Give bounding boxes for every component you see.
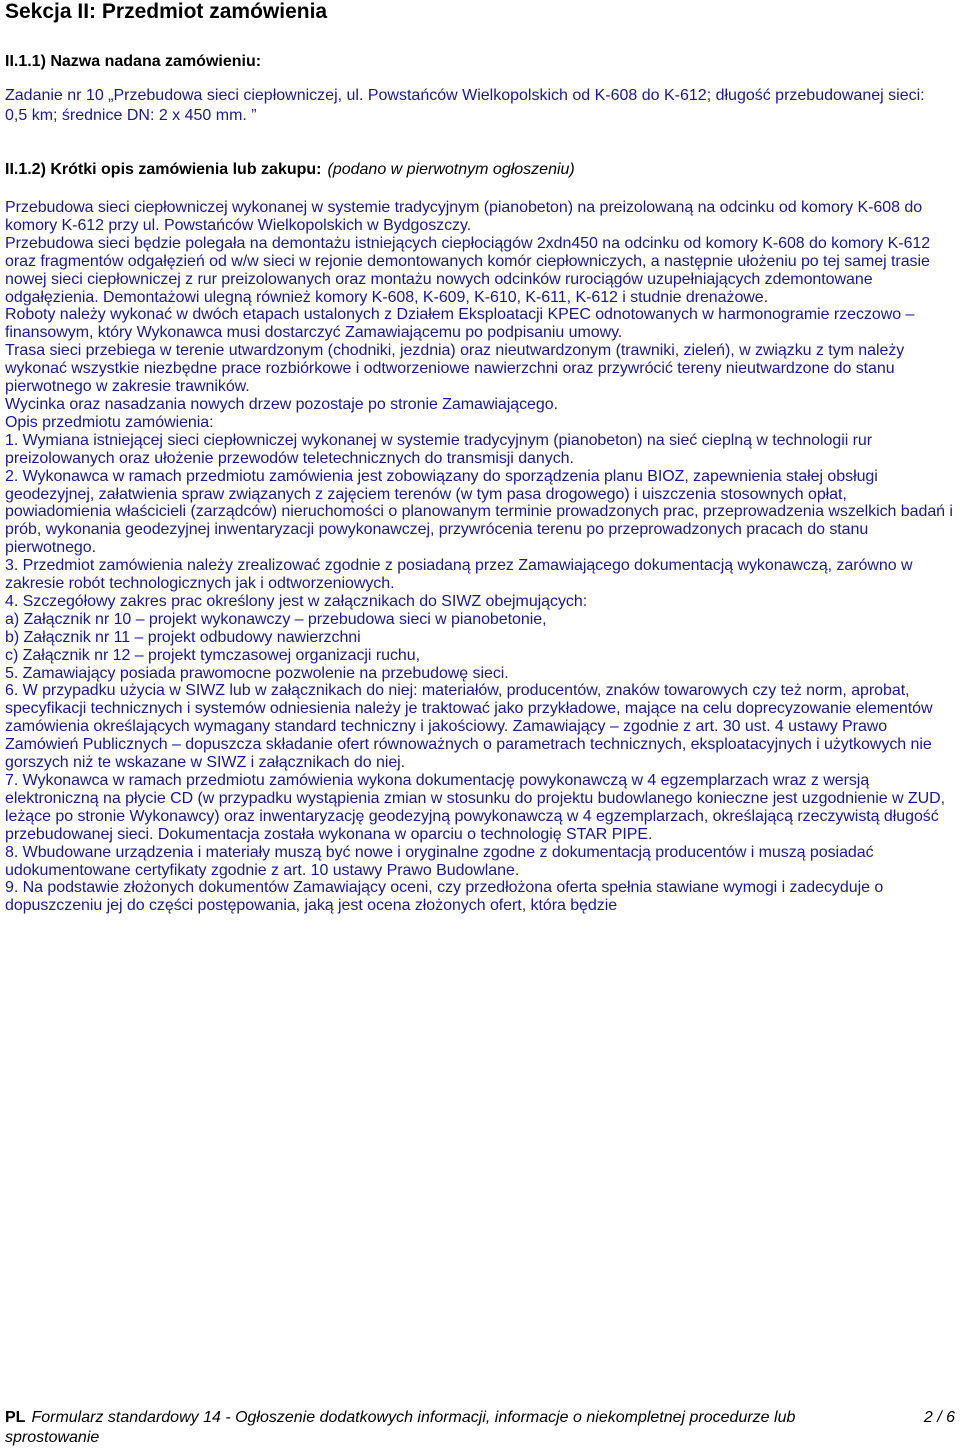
list-item: 5. Zamawiający posiada prawomocne pozwolenie na przebudowę sieci.: [5, 664, 509, 682]
list-item: b) Załącznik nr 11 – projekt odbudowy nawierzchni: [5, 628, 361, 646]
item-1-2-note: (podano w pierwotnym ogłoszeniu): [327, 161, 575, 178]
paragraph: Trasa sieci przebiega w terenie utwardzonym (chodniki, jezdnia) oraz nieutwardzonym (trawniki, zieleń), w związku z tym należy wykonać wszystkie niezbędne prace rozbiórkowe i odtworzeniowe nawierzchni oraz przywrócić tereny nieutwardzone do stanu pierwotnego w zakresie trawników.: [5, 342, 905, 396]
page-footer: [5, 1408, 955, 1448]
list-item: 3. Przedmiot zamówienia należy zrealizować zgodnie z posiadaną przez Zamawiającego dokumentacją wykonawczą, zarówno w zakresie robót technologicznych jak i odtworzeniowych.: [5, 557, 913, 593]
item-1-2-label: II.1.2) Krótki opis zamówienia lub zakupu:: [5, 161, 322, 178]
list-item: 9. Na podstawie złożonych dokumentów Zamawiający oceni, czy przedłożona oferta spełnia stawiane wymogi i zadecyduje o dopuszczeniu jej do części postępowania, jaką jest ocena złożonych ofert, która będzie: [5, 879, 884, 915]
item-1-1-label: II.1.1) Nazwa nadana zamówieniu:: [5, 53, 262, 70]
item-1-1-text: Zadanie nr 10 „Przebudowa sieci ciepłowniczej, ul. Powstańców Wielkopolskich od K-608 do K-612; długość przebudowanej sieci: 0,5 km; średnice DN: 2 x 450 mm. ”: [5, 87, 925, 124]
footer-language: PL: [5, 1409, 26, 1426]
list-item: 4. Szczegółowy zakres prac określony jest w załącznikach do SIWZ obejmujących:: [5, 592, 588, 610]
footer-form-name: Formularz standardowy 14 - Ogłoszenie dodatkowych informacji, informacje o niekompletnej procedurze lub sprostowanie: [5, 1409, 796, 1446]
paragraph: Wycinka oraz nasadzania nowych drzew pozostaje po stronie Zamawiającego.: [5, 395, 558, 413]
footer-page-number: 2 / 6: [923, 1409, 955, 1426]
paragraph: Przebudowa sieci ciepłowniczej wykonanej w systemie tradycyjnym (pianobeton) na preizolowaną na odcinku od komory K-608 do komory K-612 przy ul. Powstańców Wielkopolskich w Bydgoszczy.: [5, 199, 923, 234]
list-item: 2. Wykonawca w ramach przedmiotu zamówienia jest zobowiązany do sporządzenia planu BIOZ, zapewnienia stałej obsługi geodezyjnej, załatwienia spraw związanych z zajęciem terenów (w tym pasa drogowego) i uiszczenia stosownych opłat, powiadomienia właścicieli (zarządców) nieruchomości o planowanym terminie prowadzonych prac, przeprowadzenia wszelkich badań i prób, wykonania geodezyjnej inwentaryzacji powykonawczej, przywrócenia terenu po przeprowadzonych pracach do stanu pierwotnego.: [5, 467, 953, 557]
item-1-2-heading: [5, 160, 575, 180]
paragraph: Przebudowa sieci będzie polegała na demontażu istniejących ciepłociągów 2xdn450 na odcinku od komory K-608 do komory K-612 oraz fragmentów odgałęzień od w/w sieci w rejonie demontowanych komór ciepłowniczych, a następnie ułożeniu po tej samej trasie nowej sieci ciepłowniczej z rur preizolowanych oraz montażu nowych odcinków rurociągów uzupełniających zdemontowane odgałęzienia. Demontażowi ulegną również komory K-608, K-609, K-610, K-611, K-612 i studnie drenażowe.: [5, 234, 931, 306]
list-item: 1. Wymiana istniejącej sieci ciepłowniczej wykonanej w systemie tradycyjnym (pianobeton) na sieć cieplną w technologii rur preizolowanych oraz ułożenie przewodów teletechnicznych do transmisji danych.: [5, 431, 873, 467]
section-title: Sekcja II: Przedmiot zamówienia: [5, 0, 328, 23]
list-item: a) Załącznik nr 10 – projekt wykonawczy – przebudowa sieci w pianobetonie,: [5, 610, 547, 628]
paragraph: Opis przedmiotu zamówienia:: [5, 413, 214, 431]
item-1-2-body: [5, 199, 955, 915]
list-item: 7. Wykonawca w ramach przedmiotu zamówienia wykona dokumentację powykonawczą w 4 egzemplarzach wraz z wersją elektroniczną na płycie CD (w przypadku wystąpienia zmian w stosunku do projektu budowlanego konieczne jest uzgodnienie w ZUD, leżące po stronie Wykonawcy) oraz inwentaryzację geodezyjną powykonawczą w 4 egzemplarzach, określającą rzeczywistą długość przebudowanej sieci. Dokumentacja została wykonana w oparciu o technologię STAR PIPE.: [5, 772, 945, 843]
footer-form-line: [5, 1408, 865, 1448]
list-item: 6. W przypadku użycia w SIWZ lub w załącznikach do niej: materiałów, producentów, znaków towarowych czy też norm, aprobat, specyfikacji technicznych i systemów odniesienia należy je traktować jako przykładowe, mające na celu doprecyzowanie elementów zamówienia określających wymagany standard techniczny i jakościowy. Zamawiający – zgodnie z art. 30 ust. 4 ustawy Prawo Zamówień Publicznych – dopuszcza składanie ofert równoważnych o parametrach technicznych, eksploatacyjnych i użytkowych nie gorszych niż te wskazane w SIWZ i załącznikach do niej.: [5, 682, 933, 772]
list-item: 8. Wbudowane urządzenia i materiały muszą być nowe i oryginalne zgodne z dokumentacją producentów i muszą posiadać udokumentowane certyfikaty zgodnie z art. 10 ustawy Prawo Budowlane.: [5, 843, 874, 879]
paragraph: Roboty należy wykonać w dwóch etapach ustalonych z Działem Eksploatacji KPEC odnotowanych w harmonogramie rzeczowo – finansowym, który Wykonawca musi dostarczyć Zamawiającemu po podpisaniu umowy.: [5, 306, 915, 342]
list-item: c) Załącznik nr 12 – projekt tymczasowej organizacji ruchu,: [5, 646, 420, 664]
